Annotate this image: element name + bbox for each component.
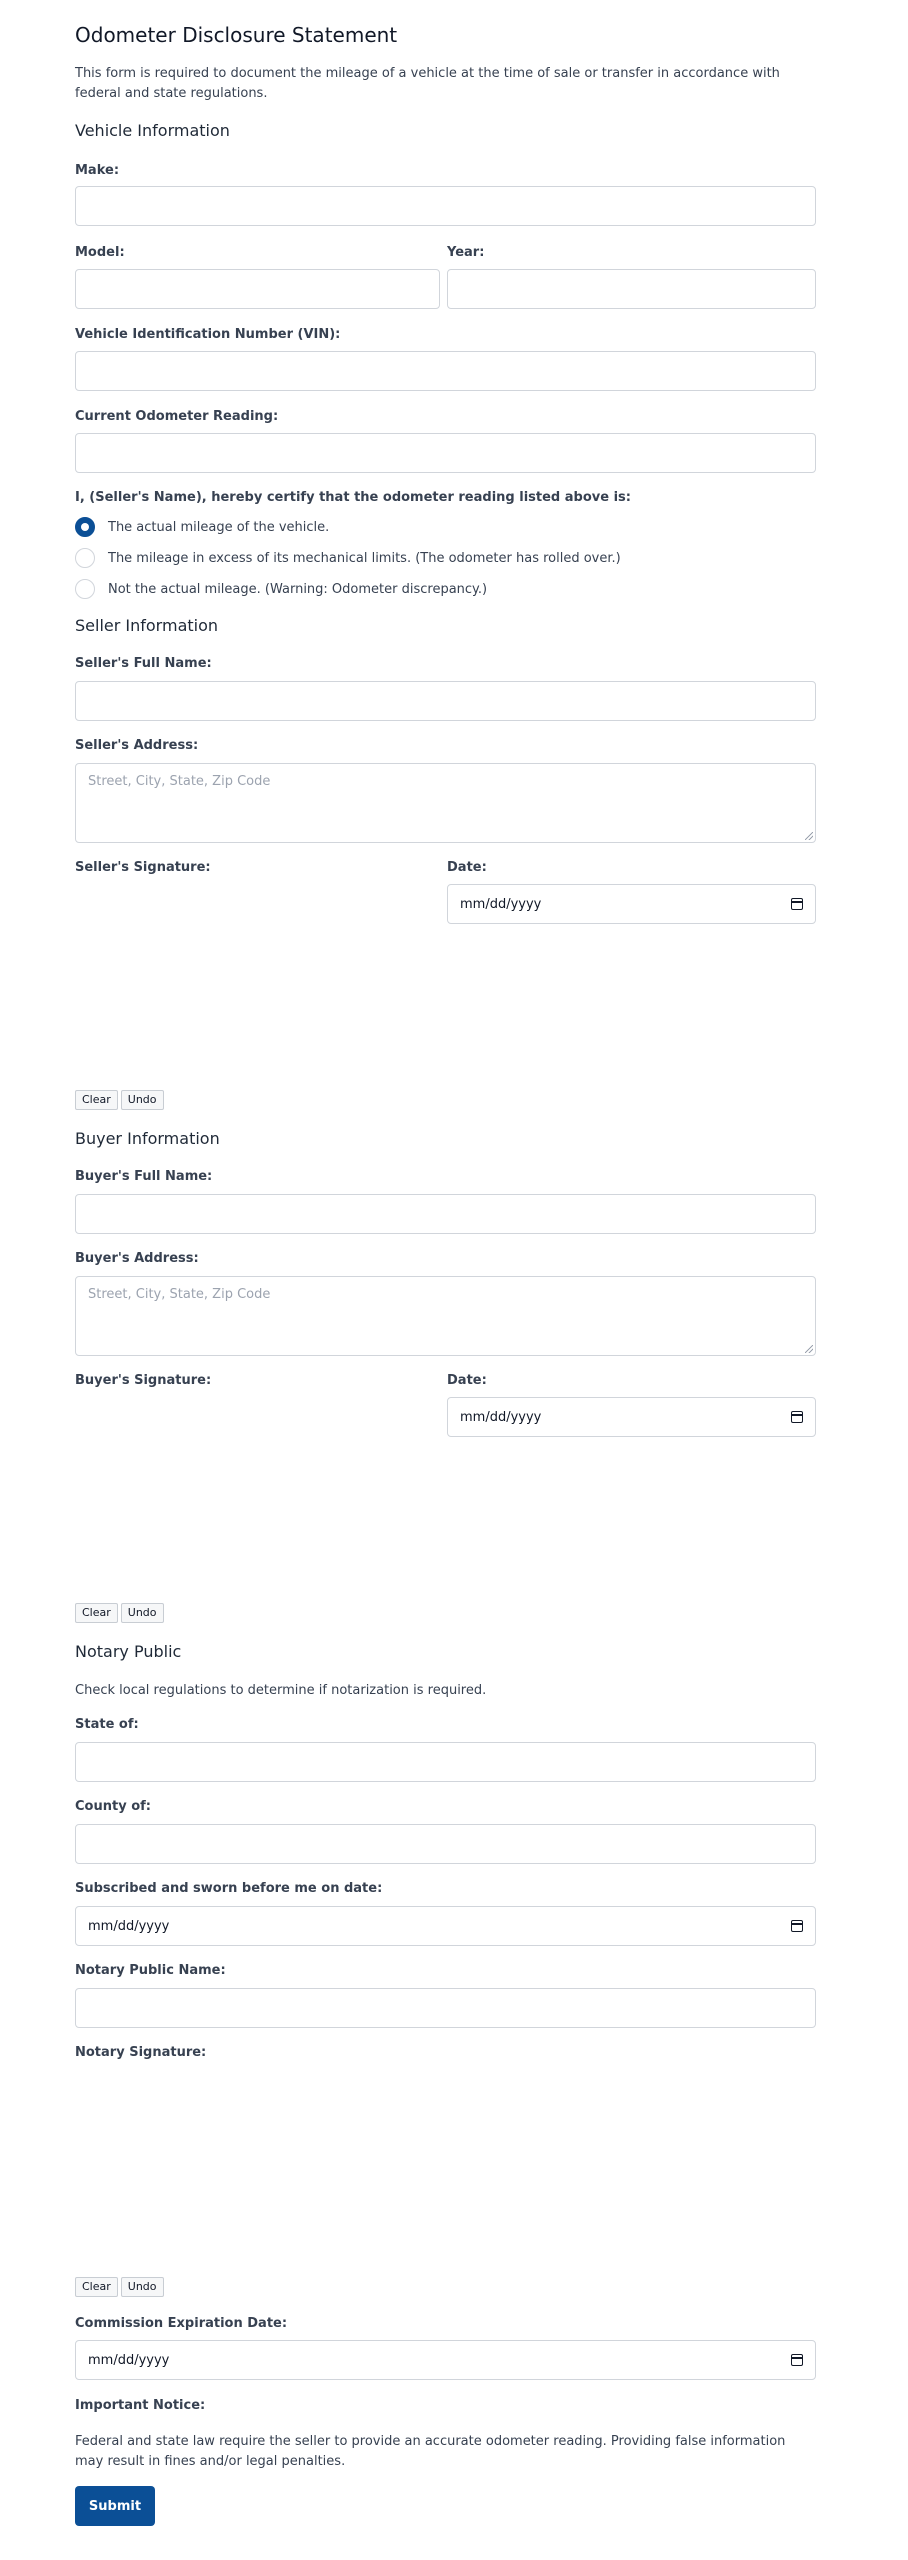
buyer-heading: Buyer Information (75, 1129, 220, 1148)
notary-signature-label: Notary Signature: (75, 2045, 207, 2060)
notice-heading: Important Notice: (75, 2398, 206, 2413)
seller-name-label: Seller's Full Name: (75, 656, 212, 671)
model-label: Model: (75, 245, 125, 260)
notary-name-label: Notary Public Name: (75, 1963, 226, 1978)
notary-signature-pad[interactable] (75, 2068, 816, 2268)
calendar-icon[interactable] (791, 898, 803, 910)
seller-signature-pad[interactable] (75, 882, 440, 1082)
resize-handle-icon[interactable] (805, 1345, 813, 1353)
seller-date-placeholder: mm/dd/yyyy (460, 896, 542, 912)
notice-text: Federal and state law require the seller to provide an accurate odometer reading. Providing false information may result in fines and/or legal penalties. (75, 2434, 786, 2469)
notary-county-label: County of: (75, 1799, 151, 1814)
radio-excess-label: The mileage in excess of its mechanical limits. (The odometer has rolled over.) (108, 550, 621, 566)
notary-note: Check local regulations to determine if notarization is required. (75, 1683, 487, 1698)
notary-name-input[interactable] (75, 1988, 816, 2028)
buyer-date-input[interactable] (447, 1397, 816, 1437)
seller-name-input[interactable] (75, 681, 816, 721)
radio-option-not-actual[interactable] (75, 579, 816, 599)
buyer-date-placeholder: mm/dd/yyyy (460, 1409, 542, 1425)
radio-actual-label: The actual mileage of the vehicle. (108, 519, 330, 535)
buyer-name-label: Buyer's Full Name: (75, 1169, 213, 1184)
radio-excess[interactable] (75, 548, 95, 568)
form-intro: This form is required to document the mileage of a vehicle at the time of sale or transfer in accordance with federal and state regulations. (75, 66, 780, 101)
notary-heading: Notary Public (75, 1642, 182, 1661)
buyer-address-label: Buyer's Address: (75, 1251, 199, 1266)
seller-clear-button[interactable]: Clear (75, 1090, 118, 1110)
year-label: Year: (447, 245, 485, 260)
notary-signature-controls (75, 2277, 167, 2297)
radio-actual[interactable] (75, 517, 95, 537)
radio-not-actual[interactable] (75, 579, 95, 599)
make-label: Make: (75, 163, 120, 178)
buyer-signature-label: Buyer's Signature: (75, 1373, 212, 1388)
resize-handle-icon[interactable] (805, 832, 813, 840)
calendar-icon[interactable] (791, 1920, 803, 1932)
seller-address-placeholder: Street, City, State, Zip Code (88, 774, 271, 789)
page-title: Odometer Disclosure Statement (75, 23, 398, 47)
buyer-address-input[interactable] (75, 1276, 816, 1356)
seller-address-label: Seller's Address: (75, 738, 199, 753)
radio-not-actual-label: Not the actual mileage. (Warning: Odometer discrepancy.) (108, 581, 488, 597)
year-input[interactable] (447, 269, 816, 309)
vin-input[interactable] (75, 351, 816, 391)
buyer-clear-button[interactable]: Clear (75, 1603, 118, 1623)
seller-undo-button[interactable]: Undo (121, 1090, 164, 1110)
radio-option-actual[interactable] (75, 517, 816, 537)
notary-county-input[interactable] (75, 1824, 816, 1864)
buyer-signature-controls (75, 1603, 167, 1623)
buyer-undo-button[interactable]: Undo (121, 1603, 164, 1623)
commission-date-input[interactable] (75, 2340, 816, 2380)
notary-clear-button[interactable]: Clear (75, 2277, 118, 2297)
commission-date-placeholder: mm/dd/yyyy (88, 2352, 170, 2368)
submit-button[interactable]: Submit (75, 2486, 155, 2526)
seller-address-input[interactable] (75, 763, 816, 843)
seller-date-label: Date: (447, 860, 487, 875)
seller-date-input[interactable] (447, 884, 816, 924)
buyer-signature-pad[interactable] (75, 1395, 440, 1595)
seller-signature-label: Seller's Signature: (75, 860, 211, 875)
notary-state-label: State of: (75, 1717, 139, 1732)
model-input[interactable] (75, 269, 440, 309)
commission-label: Commission Expiration Date: (75, 2316, 288, 2331)
make-input[interactable] (75, 186, 816, 226)
buyer-name-input[interactable] (75, 1194, 816, 1234)
seller-signature-controls (75, 1090, 167, 1110)
notary-sworn-placeholder: mm/dd/yyyy (88, 1918, 170, 1934)
radio-option-excess[interactable] (75, 548, 816, 568)
notary-sworn-date-input[interactable] (75, 1906, 816, 1946)
buyer-date-label: Date: (447, 1373, 487, 1388)
calendar-icon[interactable] (791, 1411, 803, 1423)
odometer-label: Current Odometer Reading: (75, 409, 279, 424)
buyer-address-placeholder: Street, City, State, Zip Code (88, 1287, 271, 1302)
calendar-icon[interactable] (791, 2354, 803, 2366)
notary-sworn-label: Subscribed and sworn before me on date: (75, 1881, 383, 1896)
seller-heading: Seller Information (75, 616, 219, 635)
vehicle-heading: Vehicle Information (75, 121, 230, 140)
vin-label: Vehicle Identification Number (VIN): (75, 327, 341, 342)
notary-state-input[interactable] (75, 1742, 816, 1782)
certify-label: I, (Seller's Name), hereby certify that the odometer reading listed above is: (75, 490, 631, 505)
notary-undo-button[interactable]: Undo (121, 2277, 164, 2297)
odometer-input[interactable] (75, 433, 816, 473)
